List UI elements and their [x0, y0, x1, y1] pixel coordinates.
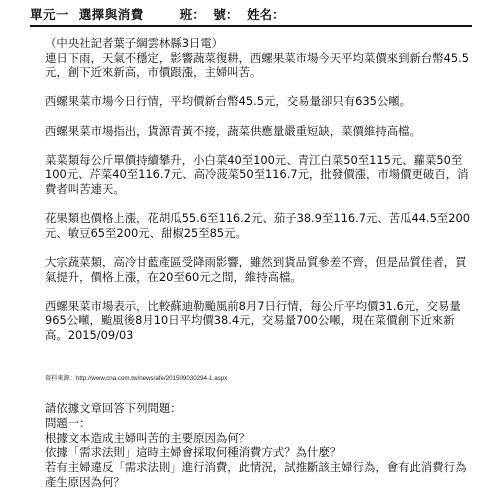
- questions-section: [45, 401, 475, 490]
- unit-header: [30, 5, 472, 27]
- article-paragraph: 西螺果菜市場今日行情，平均價新台幣45.5元，交易量卻只有635公噸。: [45, 94, 412, 109]
- article-paragraph: 西螺果菜市場表示，比較蘇迪勒颱風前8月7日行情，每公斤平均價31.6元，交易量965公噸，颱風後8月10日平均價38.4元，交易量700公噸，現在菜價創下近來新高。2015/09/03: [45, 298, 461, 342]
- article-paragraph: 大宗蔬菜類，高冷甘藍產區受降雨影響，雖然到貨品質參差不齊，但是品質佳者，買氣提升，價格上漲，在20至60元之間，維持高檔。: [45, 254, 467, 284]
- question-item: 根據文本造成主婦叫苦的主要原因為何？: [45, 430, 251, 445]
- article-paragraph: 花果類也價格上漲，花胡瓜55.6至116.2元、茄子38.9至116.7元、苦瓜44.5至200元、敏豆65至200元、甜椒25至85元。: [45, 211, 471, 240]
- article-paragraph: 連日下雨，天氣不穩定，影響蔬菜復耕，西螺果菜市場今天平均菜價來到新台幣45.5元，創下近來新高，市價跟漲，主婦叫苦。: [45, 50, 470, 80]
- question-item: 若有主婦違反「需求法則」進行消費，此情況，試推斷該主婦行為，會有此消費行為產生原因為何？: [45, 460, 467, 489]
- unit-title: 單元一 選擇與消費: [30, 7, 144, 22]
- reference-source: 資料來源：http://www.cna.com.tw/news/afe/201509030294-1.aspx: [45, 375, 228, 382]
- article-paragraph: 西螺果菜市場指出，貨源青黃不接，蔬菜供應量嚴重短缺，菜價維持高檔。: [45, 123, 421, 138]
- article-paragraph: 菜菜類每公斤單價持續攀升，小白菜40至100元、青江白菜50至115元、蘿菜50至100元、芹菜40至116.7元、高冷菠菜50至116.7元，批發價漲，市場價更破百，消費者叫苦連天。: [45, 152, 469, 196]
- question-item: 依據「需求法則」這時主婦會採取何種消費方式？為什麼？: [45, 445, 342, 460]
- news-article: [45, 36, 475, 342]
- question-label: 問題一：: [45, 415, 91, 430]
- news-source-line: （中央社記者葉子綱雲林縣3日電）: [45, 36, 224, 50]
- questions-intro: 請依據文章回答下列問題：: [45, 401, 182, 415]
- student-info-fields: 班： 號： 姓名：: [179, 7, 285, 22]
